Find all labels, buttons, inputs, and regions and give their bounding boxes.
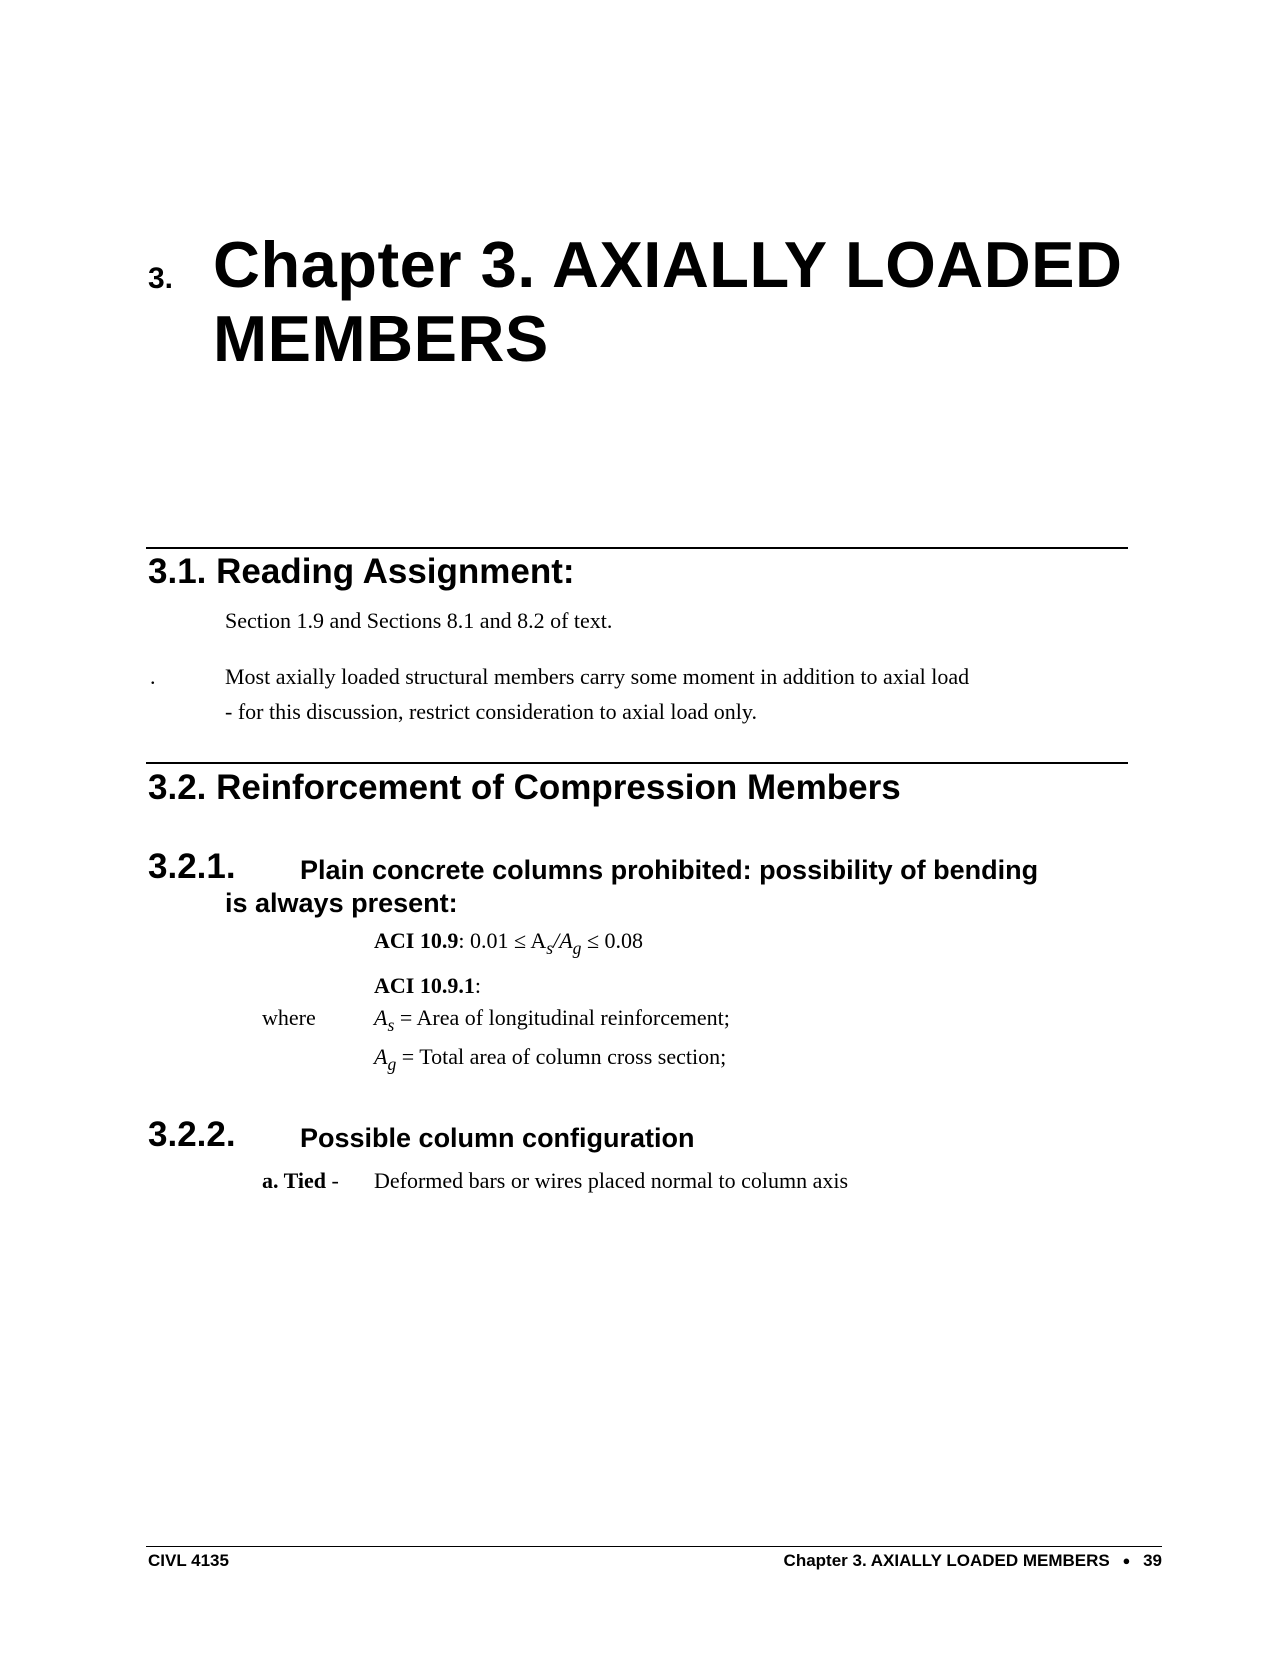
formula-slash: /A — [553, 928, 573, 953]
subsection-title-3-2-1-line1: Plain concrete columns prohibited: possibility of bending — [300, 855, 1039, 885]
page-number: 39 — [1143, 1551, 1162, 1570]
chapter-title-line2: MEMBERS — [213, 302, 549, 375]
ag-subscript: g — [387, 1054, 397, 1075]
aci-10-9-label: ACI 10.9 — [374, 928, 459, 953]
section-divider — [146, 762, 1128, 764]
subsection-number-3-2-1: 3.2.1. — [148, 847, 236, 886]
note-line2: - for this discussion, restrict consideration to axial load only. — [225, 699, 757, 724]
formula-sub-g: g — [572, 938, 582, 959]
footer-bullet: ● — [1122, 1553, 1131, 1568]
footer-divider — [146, 1546, 1162, 1547]
chapter-title-line1: Chapter 3. AXIALLY LOADED — [213, 228, 1123, 301]
formula-sub-s: s — [546, 938, 554, 959]
footer-chapter-title: Chapter 3. AXIALLY LOADED MEMBERS — [783, 1551, 1110, 1570]
section-heading-3-1: 3.1. Reading Assignment: — [148, 552, 575, 591]
note-bullet: . — [150, 664, 156, 689]
ag-description: = Total area of column cross section; — [396, 1044, 727, 1069]
aci-10-9-1-colon: : — [474, 973, 481, 998]
aci-10-9-1-label: ACI 10.9.1 — [374, 973, 475, 998]
as-description: = Area of longitudinal reinforcement; — [394, 1005, 730, 1030]
aci-10-9-formula — [374, 923, 643, 960]
as-symbol: A — [374, 1005, 388, 1030]
as-definition — [374, 1000, 730, 1037]
as-subscript: s — [387, 1015, 395, 1036]
section-divider — [146, 547, 1128, 549]
footer-right — [784, 1551, 1162, 1571]
aci-10-9-1 — [374, 968, 481, 1003]
tied-dash: - — [326, 1168, 339, 1193]
tied-label: a. Tied — [262, 1168, 326, 1193]
ag-definition — [374, 1039, 726, 1076]
formula-end: ≤ 0.08 — [581, 928, 644, 953]
tied-item-description: Deformed bars or wires placed normal to column axis — [374, 1168, 849, 1193]
subsection-title-3-2-1-line2: is always present: — [225, 888, 458, 918]
note-line1: Most axially loaded structural members carry some moment in addition to axial load — [225, 664, 970, 689]
section-heading-3-2: 3.2. Reinforcement of Compression Members — [148, 768, 901, 807]
chapter-title — [213, 228, 1213, 376]
ag-symbol: A — [374, 1044, 388, 1069]
subsection-title-3-2-2: Possible column configuration — [300, 1123, 695, 1153]
footer-course: CIVL 4135 — [148, 1551, 229, 1570]
subsection-number-3-2-2: 3.2.2. — [148, 1115, 236, 1154]
note-paragraph — [225, 659, 1125, 694]
reading-assignment-text: Section 1.9 and Sections 8.1 and 8.2 of text. — [225, 608, 613, 633]
chapter-number: 3. — [148, 262, 174, 295]
tied-item-label — [262, 1163, 339, 1198]
formula-start: : 0.01 ≤ A — [458, 928, 547, 953]
where-label: where — [262, 1005, 316, 1030]
